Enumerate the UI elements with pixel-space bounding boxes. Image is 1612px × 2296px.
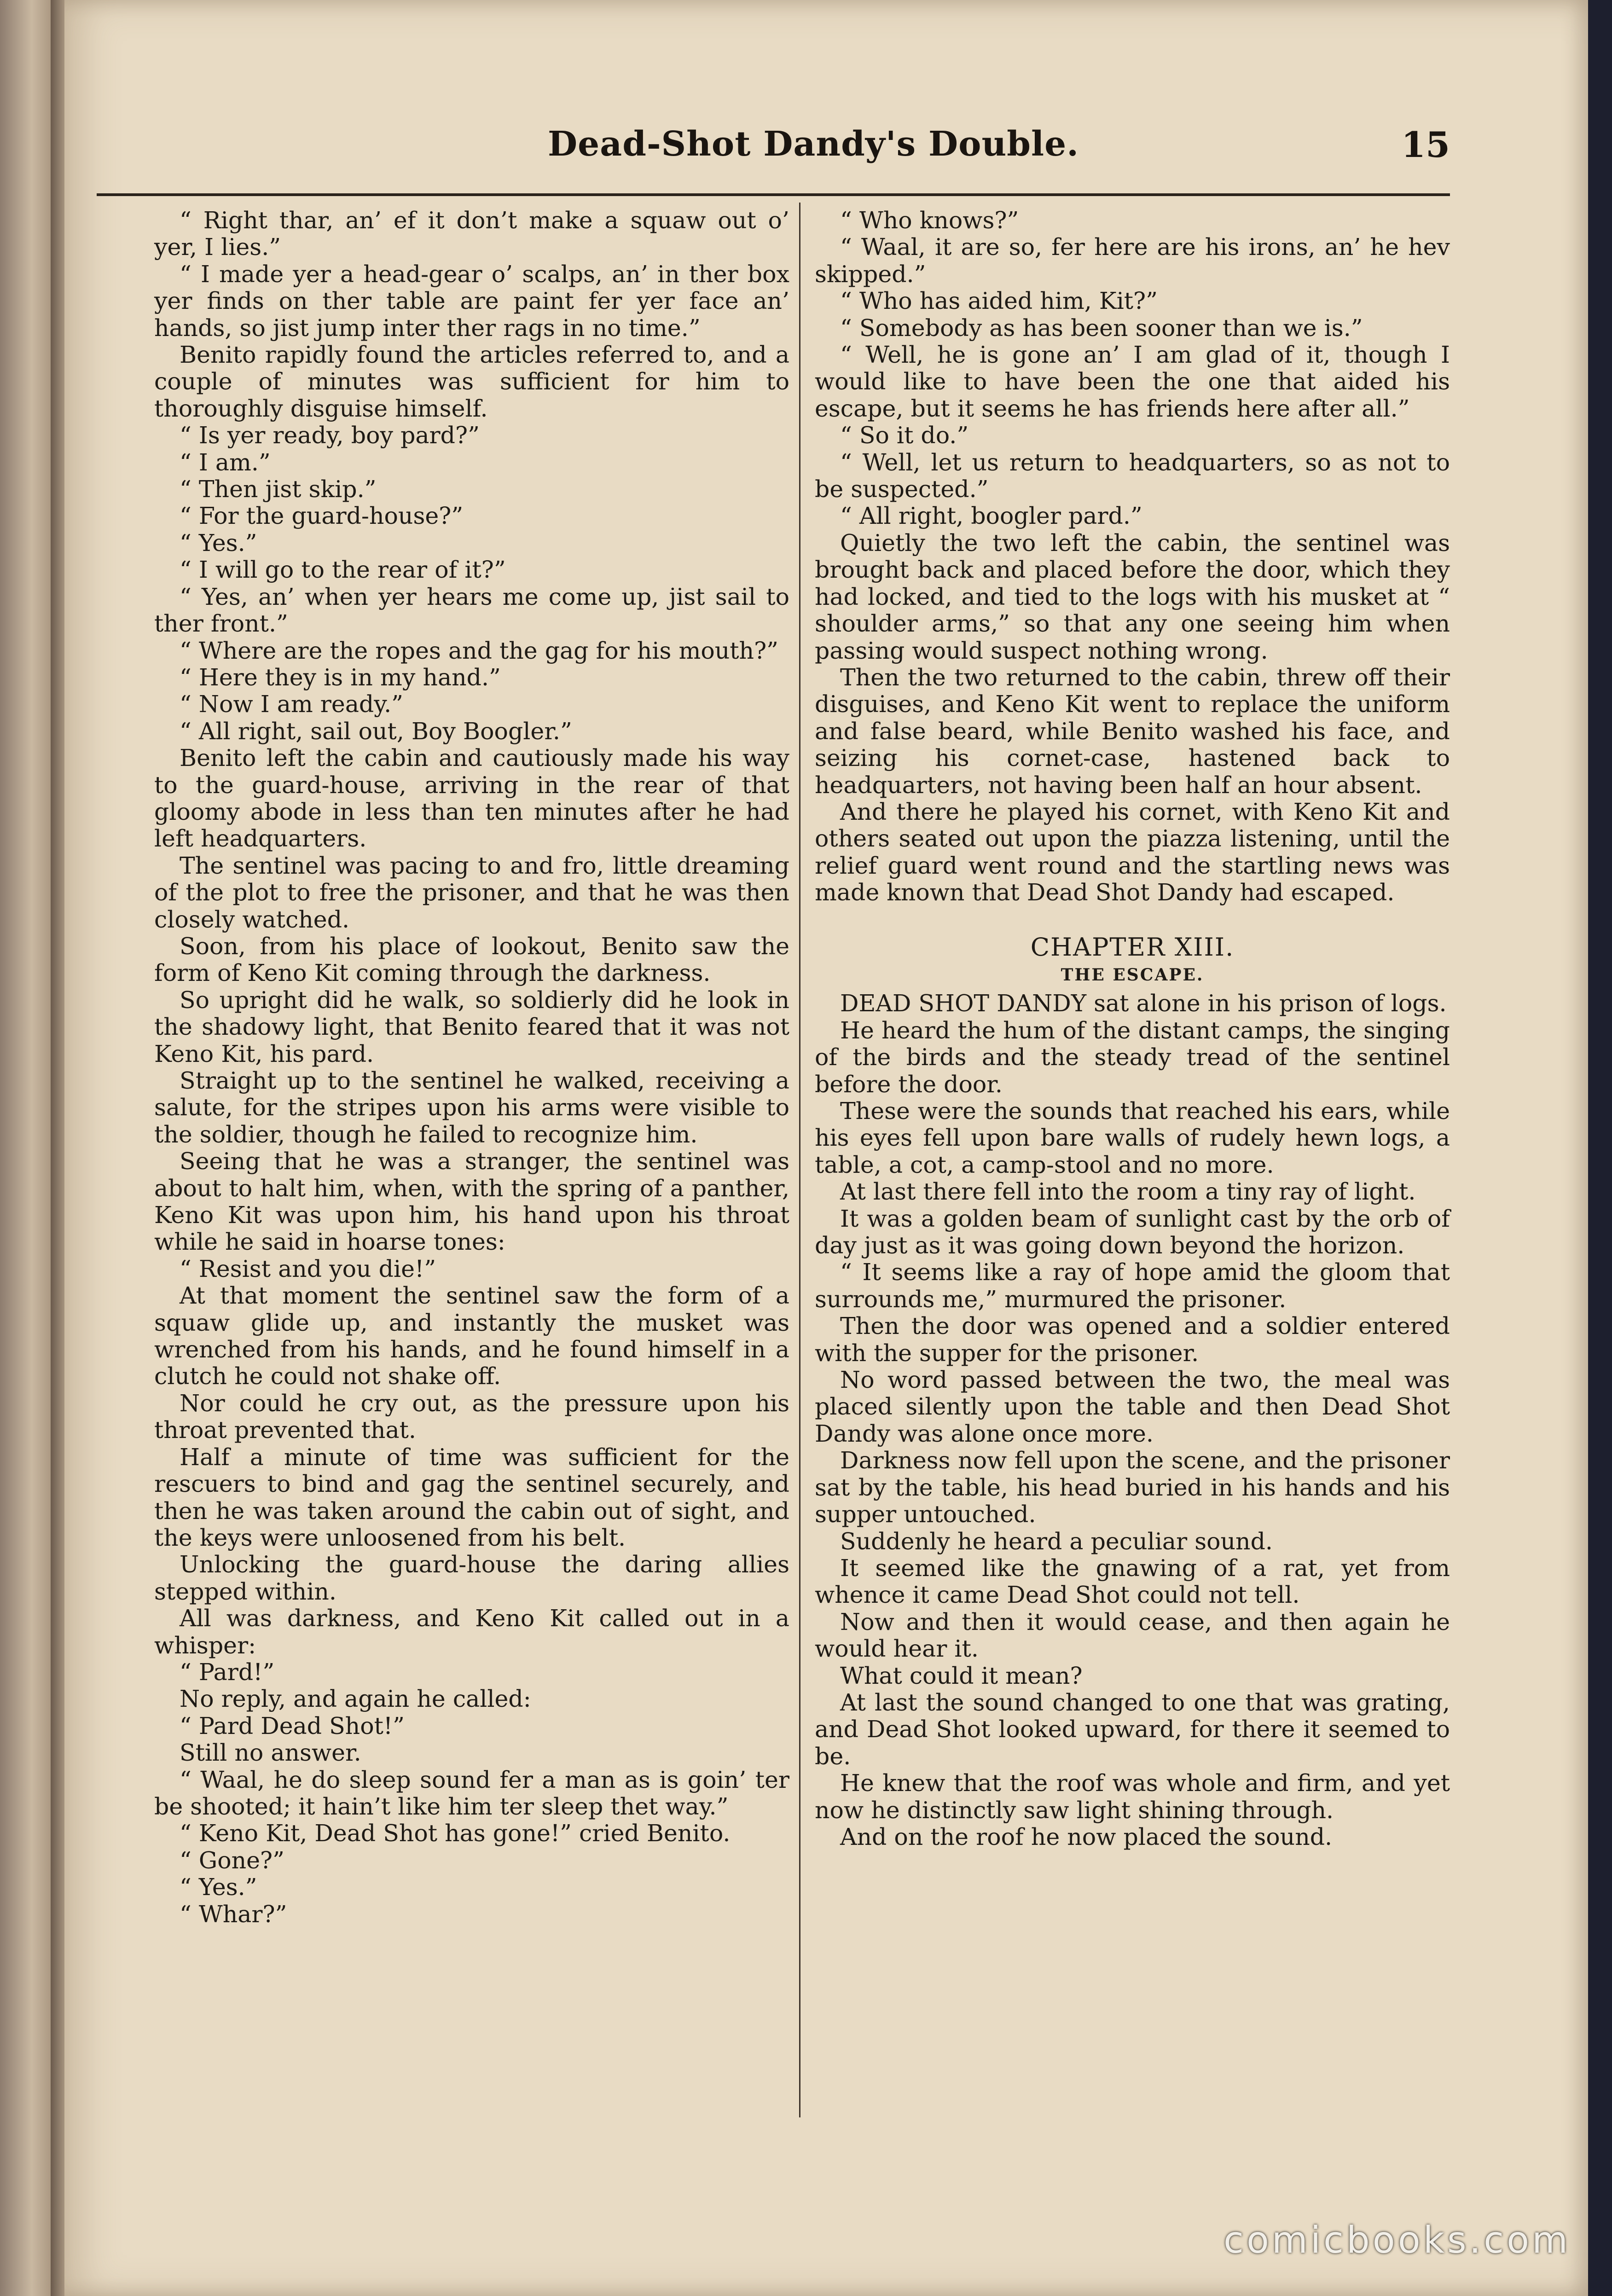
running-title: Dead-Shot Dandy's Double. — [548, 124, 1079, 164]
paragraph: “ Who knows?” — [840, 207, 1019, 234]
previous-page-edge — [0, 0, 53, 2296]
paragraph: “ Gone?” — [180, 1846, 284, 1874]
paragraph: Benito rapidly found the articles referred to, and a couple of minutes was sufficient for him to thoroughly disguise himself. — [154, 341, 789, 422]
paragraph: All was darkness, and Keno Kit called out in a whisper: — [154, 1605, 789, 1659]
paragraph: “ Somebody as has been sooner than we is.” — [840, 314, 1363, 342]
paragraph: What could it mean? — [840, 1662, 1083, 1689]
page-header — [97, 124, 1450, 180]
paragraph: “ Pard!” — [180, 1658, 275, 1686]
paragraph: Then the door was opened and a soldier entered with the supper for the prisoner. — [815, 1312, 1450, 1367]
right-column — [815, 207, 1450, 1850]
paragraph: So upright did he walk, so soldierly did he look in the shadowy light, that Benito feared that it was not Keno Kit, his pard. — [154, 986, 789, 1067]
paragraph: “ Here they is in my hand.” — [180, 663, 501, 691]
paragraph: At last the sound changed to one that was grating, and Dead Shot looked upward, for there it seemed to be. — [815, 1688, 1450, 1770]
paragraph: Quietly the two left the cabin, the sentinel was brought back and placed before the door, which they had locked, and tied to the logs with his musket at “ shoulder arms,” so that any one seeing him when passing would suspect nothing wrong. — [815, 529, 1450, 664]
right-column-before-chapter — [815, 207, 1450, 906]
paragraph: No reply, and again he called: — [180, 1685, 531, 1713]
paragraph: “ Resist and you die!” — [180, 1255, 436, 1282]
paragraph: “ Yes.” — [180, 1873, 257, 1901]
paragraph: “ I made yer a head-gear o’ scalps, an’ in ther box yer finds on ther table are paint fer yer face an’ hands, so jist jump inter ther rags in no time.” — [154, 260, 789, 342]
paragraph: “ Pard Dead Shot!” — [180, 1712, 405, 1739]
paragraph: It seemed like the gnawing of a rat, yet from whence it came Dead Shot could not tell. — [815, 1554, 1450, 1609]
paragraph: “ Waal, he do sleep sound fer a man as is goin’ ter be shooted; it hain’t like him ter sleep thet way.” — [154, 1766, 789, 1820]
paragraph: Nor could he cry out, as the pressure upon his throat prevented that. — [154, 1389, 789, 1444]
paragraph: Darkness now fell upon the scene, and the prisoner sat by the table, his head buried in his hands and his supper untouched. — [815, 1447, 1450, 1528]
paragraph: No word passed between the two, the meal was placed silently upon the table and then Dead Shot Dandy was alone once more. — [815, 1366, 1450, 1447]
page-number: 15 — [1401, 124, 1450, 165]
paragraph: Soon, from his place of lookout, Benito saw the form of Keno Kit coming through the darkness. — [154, 932, 789, 987]
paragraph: “ Is yer ready, boy pard?” — [180, 422, 480, 449]
paragraph: “ All right, sail out, Boy Boogler.” — [180, 717, 572, 745]
paragraph: “ Well, he is gone an’ I am glad of it, though I would like to have been the one that aided his escape, but it seems he has friends here after all.” — [815, 341, 1450, 422]
paragraph: “ Who has aided him, Kit?” — [840, 287, 1158, 315]
paragraph: He knew that the roof was whole and firm, and yet now he distinctly saw light shining through. — [815, 1769, 1450, 1824]
paragraph: Unlocking the guard-house the daring allies stepped within. — [154, 1551, 789, 1605]
paragraph: “ Right thar, an’ ef it don’t make a squaw out o’ yer, I lies.” — [154, 207, 789, 261]
paragraph: Seeing that he was a stranger, the sentinel was about to halt him, when, with the spring of a panther, Keno Kit was upon him, his hand upon his throat while he said in hoarse tones: — [154, 1148, 789, 1256]
paragraph: Straight up to the sentinel he walked, receiving a salute, for the stripes upon his arms were visible to the soldier, though he failed to recognize him. — [154, 1067, 789, 1148]
paragraph: “ Where are the ropes and the gag for his mouth?” — [180, 637, 778, 664]
paragraph: “ Yes, an’ when yer hears me come up, jist sail to ther front.” — [154, 583, 789, 638]
paragraph: “ Then jist skip.” — [180, 475, 377, 503]
paragraph: Half a minute of time was sufficient for the rescuers to bind and gag the sentinel securely, and then he was taken around the cabin out of sight, and the keys were unloosened from his belt. — [154, 1443, 789, 1551]
watermark: comicbooks.com — [1223, 2219, 1571, 2261]
paragraph: “ For the guard-house?” — [180, 502, 464, 530]
chapter-subtitle: THE ESCAPE. — [1061, 965, 1204, 985]
paragraph: “ Waal, it are so, fer here are his irons, an’ he hev skipped.” — [815, 233, 1450, 288]
paragraph: Still no answer. — [180, 1739, 361, 1767]
paragraph: “ Now I am ready.” — [180, 690, 403, 718]
paragraph: He heard the hum of the distant camps, the singing of the birds and the steady tread of the sentinel before the door. — [815, 1016, 1450, 1098]
right-column-after-chapter — [815, 990, 1450, 1850]
paragraph: Now and then it would cease, and then again he would hear it. — [815, 1608, 1450, 1663]
paragraph: “ All right, boogler pard.” — [840, 502, 1142, 530]
paragraph: And there he played his cornet, with Keno Kit and others seated out upon the piazza listening, until the relief guard went round and the startling news was made known that Dead Shot Dandy had escaped. — [815, 798, 1450, 906]
paragraph: DEAD SHOT DANDY sat alone in his prison of logs. — [840, 990, 1447, 1017]
paragraph: It was a golden beam of sunlight cast by the orb of day just as it was going down beyond the horizon. — [815, 1205, 1450, 1259]
paragraph: The sentinel was pacing to and fro, little dreaming of the plot to free the prisoner, and that he was then closely watched. — [154, 852, 789, 933]
paragraph: “ It seems like a ray of hope amid the gloom that surrounds me,” murmured the prisoner. — [815, 1258, 1450, 1313]
paragraph: “ I will go to the rear of it?” — [180, 556, 506, 584]
left-column — [154, 207, 789, 1928]
paragraph: These were the sounds that reached his ears, while his eyes fell upon bare walls of rudely hewn logs, a table, a cot, a camp-stool and no more. — [815, 1097, 1450, 1178]
paragraph: “ So it do.” — [840, 422, 969, 449]
paragraph: “ Well, let us return to headquarters, so as not to be suspected.” — [815, 448, 1450, 503]
paragraph: “ Keno Kit, Dead Shot has gone!” cried Benito. — [180, 1820, 731, 1847]
paragraph: “ Whar?” — [180, 1900, 287, 1928]
paragraph: “ Yes.” — [180, 529, 257, 557]
paragraph: At that moment the sentinel saw the form of a squaw glide up, and instantly the musket was wrenched from his hands, and he found himself in a clutch he could not shake off. — [154, 1282, 789, 1390]
paragraph: “ I am.” — [180, 448, 271, 476]
paragraph: Then the two returned to the cabin, threw off their disguises, and Keno Kit went to replace the uniform and false beard, while Benito washed his face, and seizing his cornet-case, hastened back to headquarters, not having been half an hour absent. — [815, 663, 1450, 799]
paragraph: And on the roof he now placed the sound. — [840, 1823, 1333, 1850]
chapter-title: CHAPTER XIII. — [1030, 932, 1235, 962]
column-divider — [799, 203, 800, 2117]
paragraph: Suddenly he heard a peculiar sound. — [840, 1527, 1273, 1555]
paragraph: At last there fell into the room a tiny ray of light. — [840, 1178, 1416, 1206]
header-rule — [97, 193, 1450, 196]
paragraph: Benito left the cabin and cautiously made his way to the guard-house, arriving in the rear of that gloomy abode in less than ten minutes after he had left headquarters. — [154, 744, 789, 852]
